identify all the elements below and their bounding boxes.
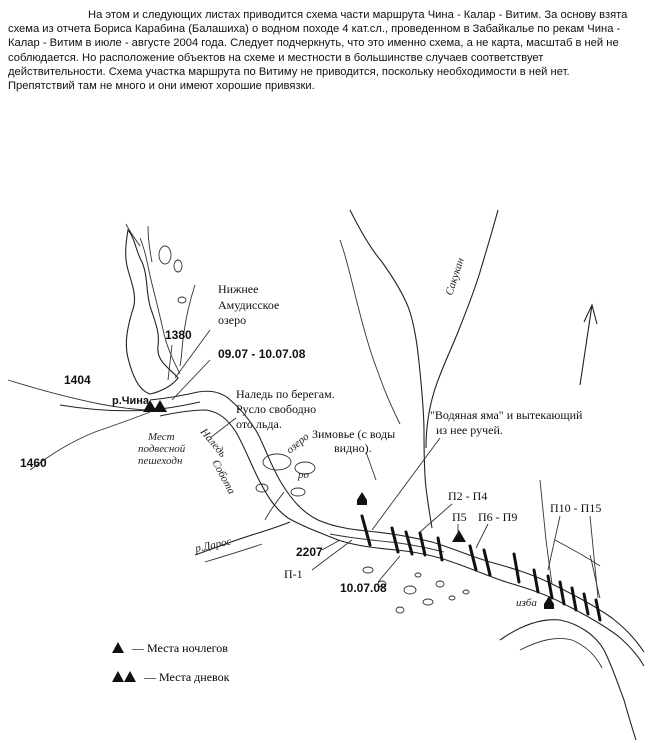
lake-label-3: озеро	[218, 313, 247, 327]
elevation-2207: 2207	[296, 545, 323, 559]
obstacle-p5: П5	[452, 510, 467, 524]
obstacle-p6-p9: П6 - П9	[478, 510, 518, 524]
callout-2207	[322, 540, 340, 550]
callout-p2p4	[420, 504, 452, 532]
ice-label-2: Русло свободно	[236, 402, 317, 416]
naled-label: Наледь	[197, 426, 229, 460]
water-pit-label-2: из нее ручей.	[436, 423, 503, 437]
date-label-2: 10.07.08	[340, 581, 387, 595]
elevation-1460: 1460	[20, 456, 47, 470]
river-sakukan-left	[340, 240, 400, 424]
creek-1460	[30, 412, 150, 470]
ice-label-1: Наледь по берегам.	[236, 387, 335, 401]
rapids-marks	[362, 516, 600, 620]
winter-hut-label-1: Зимовье (с воды	[312, 427, 396, 441]
sakukan-label: Сакукан	[443, 256, 467, 297]
river-main-right-bank	[160, 410, 644, 666]
lower-river-bend	[500, 620, 636, 740]
small-lake-label-1: озеро	[284, 430, 312, 457]
callout-p10	[548, 516, 560, 570]
lake-label-1: Нижнее	[218, 282, 259, 296]
obstacle-p2-p4: П2 - П4	[448, 489, 488, 503]
daros-label: р.Дарос	[194, 535, 233, 555]
inflow-north	[126, 224, 140, 246]
overnight-triangle	[452, 530, 466, 542]
ice-label-3: ото льда.	[236, 417, 282, 431]
sobota-label: Собота	[209, 457, 238, 497]
inflow-north-2	[148, 226, 152, 262]
winter-hut-marker	[357, 492, 367, 505]
lake-near-river	[263, 454, 291, 470]
callout-winter	[366, 452, 376, 480]
callout-p10b	[590, 516, 598, 598]
legend-rest-triangle-1	[112, 671, 124, 682]
creek-p10	[540, 480, 552, 584]
izba-label: изба	[516, 597, 537, 609]
small-lake	[178, 297, 186, 303]
lake-outline	[126, 230, 178, 394]
elevation-1380: 1380	[165, 328, 192, 342]
small-lake	[174, 260, 182, 272]
callout-p6p9	[476, 524, 488, 548]
callout-1380	[168, 345, 172, 380]
small-lake	[159, 246, 171, 264]
elevation-1404: 1404	[64, 373, 91, 387]
legend-overnight-triangle	[112, 642, 124, 653]
obstacle-p1: П-1	[284, 567, 303, 581]
legend-rest-text: — Места дневок	[144, 670, 230, 684]
legend-rest-triangle-2	[124, 671, 136, 682]
intro-paragraph: На этом и следующих листах приводится схема части маршрута Чина - Калар - Витим. За основу взята схема из отчета Бориса Карабина (Балашиха) о водном походе 4 кат.сл., проведенном в Забайкалье по рекам Чина - Калар - Витим в июле - августе 2004 года. Следует подчеркнуть, что это именно схема, а не карта, масштаб в ней не соблюдается. Но расположение объектов на схеме и местности в большинстве случаев соответствует действительности. Схема участка маршрута по Витиму не приводится, поскольку необходимости в ней нет. Препятствий там не много и они имеют хорошие привязки.	[8, 9, 628, 93]
bridge-label-2: подвесной	[138, 443, 186, 455]
water-pit-label-1: "Водяная яма" и вытекающий	[430, 408, 583, 422]
obstacle-p10-p15: П10 - П15	[550, 501, 602, 515]
date-label-1: 09.07 - 10.07.08	[218, 347, 306, 361]
river-sakukan	[350, 210, 432, 528]
creek-p10-2	[590, 555, 600, 598]
lower-river-bend-2	[520, 638, 602, 668]
bridge-label-3: пешеходн	[138, 455, 183, 467]
bridge-label-1: Мест	[148, 431, 175, 443]
winter-hut-label-2: видно).	[334, 441, 372, 455]
river-main-left-bank	[150, 391, 644, 652]
lake-inner-channel	[140, 238, 180, 374]
callout-date2	[378, 556, 400, 582]
lake-label-2: Амудисское	[218, 298, 280, 312]
lake-near-river	[291, 488, 305, 496]
legend-overnight-text: — Места ночлегов	[132, 641, 228, 655]
river-china-label: р.Чина	[112, 395, 150, 407]
small-lake-label-2: ро	[298, 469, 309, 481]
rest-day-triangle	[153, 400, 167, 412]
